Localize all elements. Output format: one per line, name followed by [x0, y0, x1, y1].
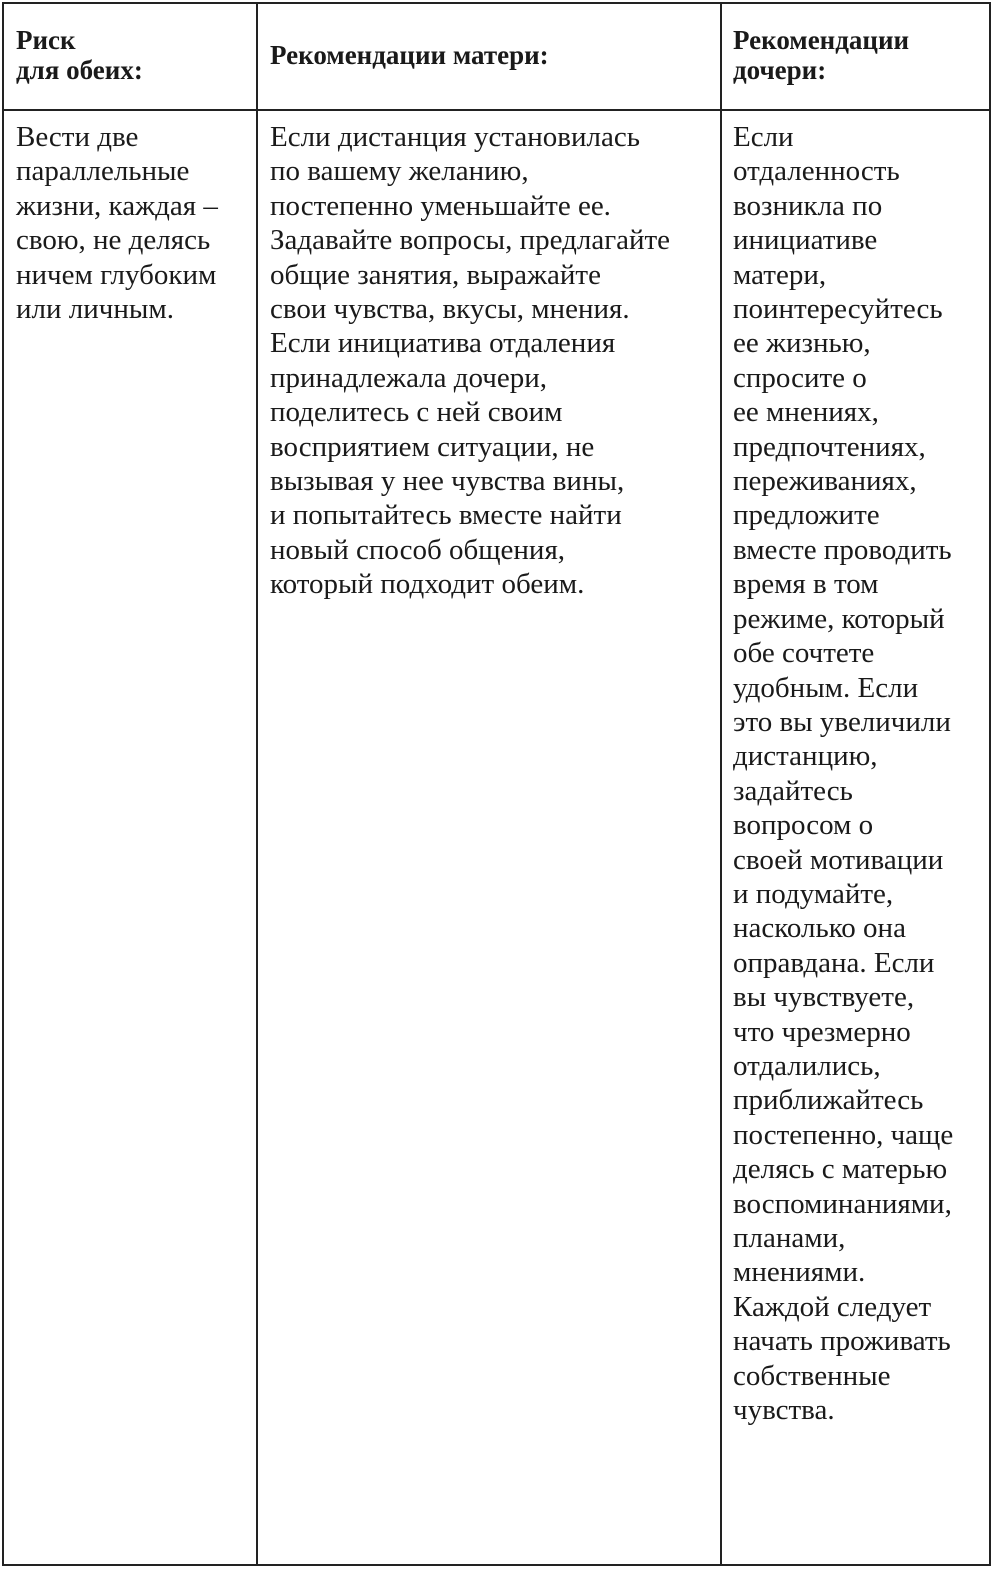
- column-divider: [256, 4, 258, 1564]
- header-divider: [4, 109, 989, 111]
- column-divider: [720, 4, 722, 1564]
- recommendations-table: [2, 2, 991, 1566]
- header-cell-risk: [16, 4, 252, 109]
- header-mother-text: Рекомендации матери:: [270, 39, 549, 70]
- header-risk-text: Риск для обеих:: [16, 24, 143, 85]
- header-cell-mother: [270, 4, 715, 109]
- mother-recommendation-cell: Если дистанция установилась по вашему желанию, постепенно уменьшайте ее. Задавайте вопросы, предлагайте общие занятия, выражайте свои чувства, вкусы, мнения. Если инициатива отдаления принадлежала дочери, поделитесь с ней своим восприятием ситуации, не вызывая у нее чувства вины, и попытайтесь вместе найти новый способ общения, который подходит обеим.: [270, 121, 671, 601]
- header-cell-daughter: [733, 4, 991, 109]
- header-daughter-text: Рекомендации дочери:: [733, 24, 910, 85]
- risk-cell: Вести две параллельные жизни, каждая – свою, не делясь ничем глубоким или личным.: [16, 121, 218, 326]
- daughter-recommendation-cell: Если отдаленность возникла по инициативе матери, поинтересуйтесь ее жизнью, спросите о ее мнениях, предпочтениях, переживаниях, предложите вместе проводить время в том режиме, который обе сочтете удобным. Если это вы увеличили дистанцию, задайтесь вопросом о своей мотивации и подумайте, насколько она оправдана. Если вы чувствуете, что чрезмерно отдалились, приближайтесь постепенно, чаще делясь с матерью воспоминаниями, планами, мнениями. Каждой следует начать проживать собственные чувства.: [733, 121, 954, 1427]
